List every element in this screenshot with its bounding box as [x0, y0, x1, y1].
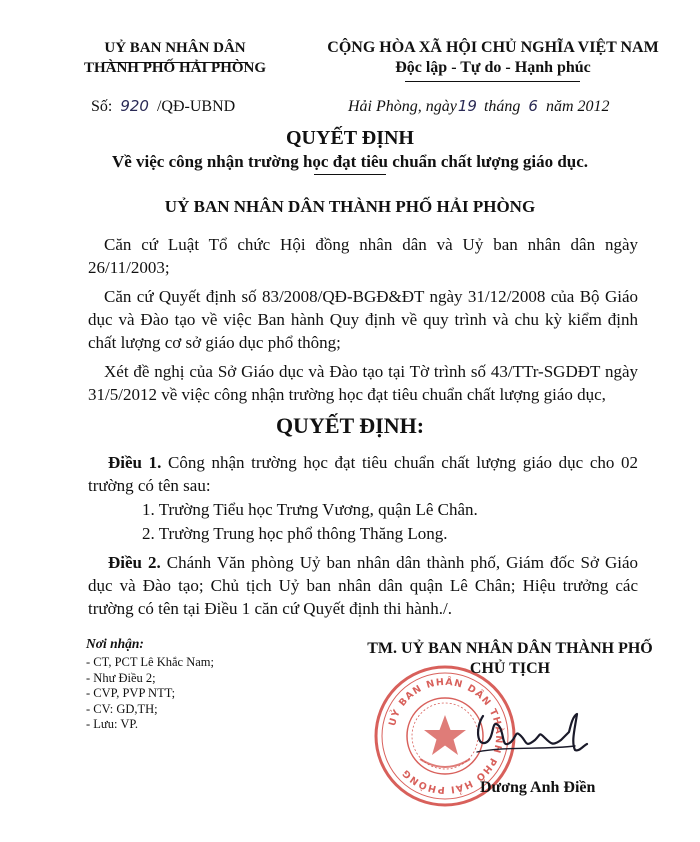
motto-text: Độc lập - Tự do - Hạnh phúc — [395, 59, 591, 76]
preamble-2: Căn cứ Quyết định số 83/2008/QĐ-BGĐ&ĐT ngày 31/12/2008 của Bộ Giáo dục và Đào tạo về việc Ban hành Quy định về quy trình và chu kỳ kiểm định chất lượng cơ sở giáo dục phổ thông; — [88, 287, 638, 352]
national-motto — [318, 38, 668, 78]
article-1-text: Công nhận trường học đạt tiêu chuẩn chất lượng giáo dục cho 02 trường có tên sau: — [88, 453, 639, 495]
recipient-item: - CVP, PVP NTT; — [86, 686, 176, 700]
handwritten-signature — [465, 706, 595, 766]
agency-line-2: THÀNH PHỐ HẢI PHÒNG — [83, 60, 267, 76]
seal-star-icon — [424, 715, 466, 755]
agency-header — [70, 38, 280, 78]
article-1 — [88, 451, 638, 497]
decision-heading: QUYẾT ĐỊNH: — [275, 413, 425, 438]
place-date-prefix: Hải Phòng, ngày — [348, 98, 457, 115]
article-1-item-1: 1. Trường Tiểu học Trưng Vương, quận Lê Chân. — [142, 500, 478, 519]
country-name: CỘNG HÒA XÃ HỘI CHỦ NGHĨA VIỆT NAM — [327, 39, 659, 56]
subject-underline — [314, 174, 386, 175]
number-suffix: /QĐ-UBND — [156, 98, 236, 115]
number-prefix: Số: — [91, 98, 113, 115]
seal-text: UỶ BAN NHÂN DÂN THÀNH PHỐ HẢI PHÒNG — [387, 676, 505, 796]
article-2 — [88, 551, 638, 620]
decision-title: QUYẾT ĐỊNH — [286, 127, 414, 149]
place-date — [348, 97, 610, 116]
article-2-label: Điều 2. — [108, 553, 161, 572]
preamble-3: Xét đề nghị của Sở Giáo dục và Đào tạo tại Tờ trình số 43/TTr-SGDĐT ngày 31/5/2012 về việc công nhận trường học đạt tiêu chuẩn chất lượng giáo dục, — [88, 362, 638, 404]
signature-position: CHỦ TỊCH — [469, 660, 551, 677]
preamble-1: Căn cứ Luật Tổ chức Hội đồng nhân dân và Uỷ ban nhân dân ngày 26/11/2003; — [88, 235, 638, 277]
article-1-label: Điều 1. — [108, 453, 162, 472]
signatory-name: Dương Anh Điền — [480, 779, 596, 796]
recipient-item: - CV: GD,TH; — [86, 701, 158, 716]
month-word: tháng — [483, 98, 521, 115]
document-number — [91, 97, 235, 116]
seal-ribbon — [420, 759, 470, 767]
recipients-title: Nơi nhận: — [86, 636, 144, 651]
article-1-item-2: 2. Trường Trung học phổ thông Thăng Long. — [142, 524, 448, 543]
month-handwritten: 6 — [528, 97, 538, 115]
recipient-item: - Như Điều 2; — [86, 670, 156, 685]
recipient-item: - Lưu: VP. — [86, 717, 139, 731]
number-handwritten: 920 — [120, 97, 149, 115]
recipients-block — [86, 636, 214, 733]
day-handwritten: 19 — [457, 97, 477, 115]
issuing-authority: UỶ BAN NHÂN DÂN THÀNH PHỐ HẢI PHÒNG — [164, 197, 536, 216]
signature-on-behalf: TM. UỶ BAN NHÂN DÂN THÀNH PHỐ — [367, 640, 653, 657]
year-text: năm 2012 — [545, 98, 610, 115]
article-2-text: Chánh Văn phòng Uỷ ban nhân dân thành phố, Giám đốc Sở Giáo dục và Đào tạo; Chủ tịch Uỷ ban nhân dân quận Lê Chân; Hiệu trưởng các trường có tên tại Điều 1 căn cứ Quyết định thi hành./. — [88, 553, 639, 618]
decision-subject: Về việc công nhận trường học đạt tiêu chuẩn chất lượng giáo dục. — [111, 152, 589, 171]
agency-underline — [103, 62, 248, 63]
motto-underline — [405, 81, 580, 82]
agency-line-1: UỶ BAN NHÂN DÂN — [104, 40, 246, 56]
recipient-item: - CT, PCT Lê Khắc Nam; — [86, 655, 214, 669]
